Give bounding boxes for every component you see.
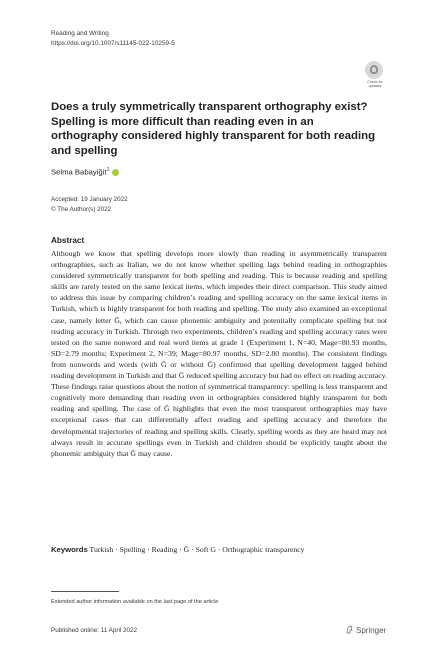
abstract-heading: Abstract: [51, 236, 85, 245]
publisher-logo: [346, 625, 386, 636]
footnote-divider: [51, 591, 119, 592]
author-line: [51, 165, 119, 178]
publisher-name: Springer: [356, 626, 387, 635]
author-affiliation-marker: 1: [106, 167, 110, 173]
article-title: Does a truly symmetrically transparent orthography exist? Spelling is more difficult than reading even in an orthography considered highly transparent for both reading and spelling: [51, 101, 376, 157]
badge-label: Check for updates: [367, 80, 383, 89]
orcid-icon[interactable]: [112, 169, 119, 176]
footnote-text: Extended author information available on the last page of the article: [51, 599, 219, 605]
doi-link[interactable]: https://doi.org/10.1007/s11145-022-10259-5: [51, 40, 175, 47]
keywords-list: Turkish · Spelling · Reading · Ğ · Soft G · Orthographic transparency: [89, 545, 305, 554]
keywords-line: [51, 544, 391, 555]
accepted-date: Accepted: 19 January 2022: [51, 196, 128, 203]
abstract-body: Although we know that spelling develops more slowly than reading in asymmetrically transparent orthographies, such as Italian, we do not know whether spelling lags behind reading in orthographies considered symmetrically transparent for both spelling and reading. This is because reading and spelling skills are rarely tested on the same lexical items, which impedes their direct comparison. This study aimed to address this issue by comparing children’s reading and spelling accuracy on the same lexical items in Turkish, which is highly transparent for both reading and spelling. The study also examined an exceptional case, namely letter Ğ, which can cause phonemic ambiguity and potentially complicate spelling but not reading accuracy in Turkish. Through two experiments, children’s reading and spelling accuracy rates were tested on the same nonword and real word items at grade 1 (Experiment 1, N=40, Mage=80.93 months, SD=2.79 months; Experiment 2, N=39; Mage=80.97 months, SD=2.80 months). The consistent findings from nonwords and words (with Ğ or without Ğ) confirmed that spelling development lagged behind reading development in Turkish and that Ğ reduced spelling accuracy but had no effect on reading accuracy. These findings raise questions about the notion of symmetrical transparency: spelling is less transparent and cognitively more demanding than reading even in orthographies considered highly transparent for both reading and spelling. The case of Ğ highlights that even the most transparent orthographies may have exceptional cases that can differentially affect reading and spelling accuracy and therefore the developmental trajectories of reading and spelling skills. Clearly, spelling words as they are heard may not always result in accurate spellings even in Turkish and children should be explicitly taught about the phonemic ambiguity that Ğ may cause.: [51, 249, 387, 458]
springer-horse-icon: [346, 625, 353, 634]
author-name[interactable]: Selma Babayiğit: [51, 167, 107, 177]
journal-name: Reading and Writing: [51, 30, 109, 37]
copyright-notice: © The Author(s) 2022: [51, 206, 112, 213]
keywords-label: Keywords: [51, 545, 88, 554]
check-for-updates-badge[interactable]: [364, 61, 386, 91]
check-for-updates-icon: [365, 61, 383, 79]
published-date: Published online: 11 April 2022: [51, 627, 138, 634]
